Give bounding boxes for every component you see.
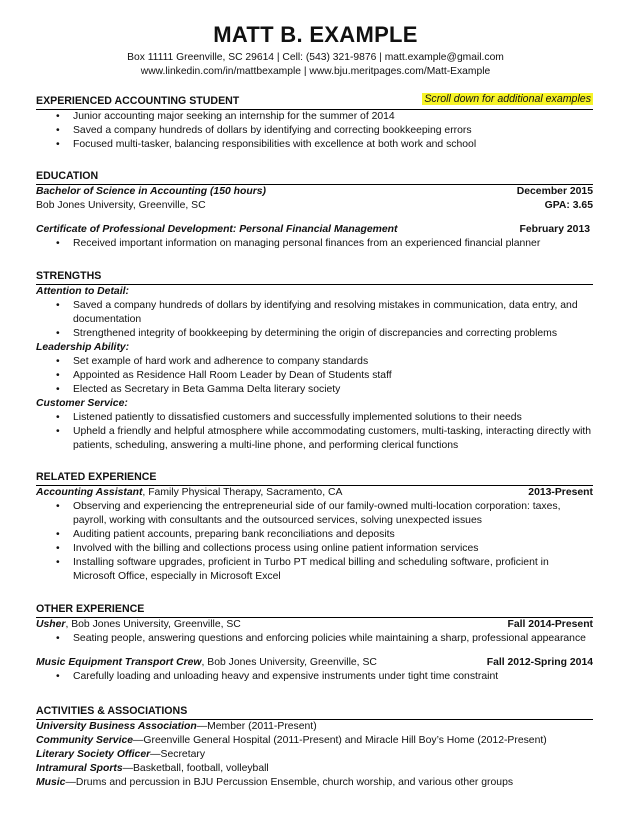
summary-section — [36, 95, 593, 152]
activity-row — [36, 762, 593, 776]
list-item: • Auditing patient accounts, preparing bank reconciliations and deposits — [36, 528, 593, 542]
activity-text: —Member (2011-Present) — [196, 721, 317, 732]
list-item: • Saved a company hundreds of dollars by identifying and resolving mistakes in communication, data entry, and documentation — [36, 299, 593, 327]
activity-label: Music — [36, 777, 66, 788]
other-experience-section — [36, 603, 593, 684]
summary-bullets — [36, 110, 593, 152]
list-item: • Upheld a friendly and helpful atmosphere while accommodating customers, multi-tasking, interacting directly with patients, scheduling, answering a multi-line phone, and performing clerical functions — [36, 425, 593, 453]
job-row — [36, 656, 593, 670]
list-item: • Appointed as Residence Hall Room Leader by Dean of Students staff — [36, 369, 593, 383]
activity-label: Community Service — [36, 735, 134, 746]
section-heading: RELATED EXPERIENCE — [36, 471, 593, 486]
education-section — [36, 170, 593, 251]
strength-bullets — [36, 299, 593, 341]
job-bullets — [36, 632, 593, 646]
list-item: • Observing and experiencing the entrepreneurial side of our family-owned multi-location corporation: taxes, payroll, working with consultants and the outsourced services, solving unexpected issues — [36, 500, 593, 528]
list-item: • Installing software upgrades, proficient in Turbo PT medical billing and scheduling software, proficient in Microsoft Office, especially in Microsoft Excel — [36, 556, 593, 584]
contact-line-1: Box 11111 Greenville, SC 29614 | Cell: (543) 321-9876 | matt.example@gmail.com — [127, 52, 504, 63]
contact-line-2: www.linkedin.com/in/mattbexample | www.bju.meritpages.com/Matt-Example — [140, 66, 491, 77]
highlight-note: Scroll down for additional examples — [424, 93, 591, 105]
degree-date: December 2015 — [516, 186, 593, 197]
job-date: Fall 2012-Spring 2014 — [486, 657, 593, 668]
list-item: • Focused multi-tasker, balancing responsibilities with excellence at both work and school — [36, 138, 593, 152]
list-item: • Received important information on managing personal finances from an experienced financial planner — [36, 237, 593, 251]
job-date: 2013-Present — [528, 487, 593, 498]
strength-bullets — [36, 411, 593, 453]
job-org: , Bob Jones University, Greenville, SC — [65, 619, 241, 630]
list-item: • Saved a company hundreds of dollars by identifying and correcting bookkeeping errors — [36, 124, 593, 138]
job-bullets — [36, 500, 593, 584]
related-experience-section — [36, 471, 593, 584]
gpa: GPA: 3.65 — [544, 200, 593, 211]
list-item: • Carefully loading and unloading heavy and expensive instruments under tight time constraint — [36, 670, 593, 684]
activity-text: —Greenville General Hospital (2011-Present) and Miracle Hill Boy’s Home (2012-Present) — [133, 735, 547, 746]
section-heading: STRENGTHS — [36, 270, 593, 285]
degree: Bachelor of Science in Accounting (150 hours) — [36, 186, 266, 197]
section-heading — [36, 95, 593, 110]
activities-section — [36, 705, 593, 790]
job-org: , Family Physical Therapy, Sacramento, CA — [142, 487, 343, 498]
strength-label: Leadership Ability: — [36, 342, 130, 353]
activity-label: Literary Society Officer — [36, 749, 151, 760]
list-item: • Strengthened integrity of bookkeeping by determining the origin of discrepancies and correcting problems — [36, 327, 593, 341]
strength-bullets — [36, 355, 593, 397]
list-item: • Involved with the billing and collections process using online patient information services — [36, 542, 593, 556]
list-item: • Set example of hard work and adherence to company standards — [36, 355, 593, 369]
activity-row — [36, 748, 593, 762]
strengths-section — [36, 270, 593, 453]
candidate-name: MATT B. EXAMPLE — [213, 22, 418, 47]
section-heading: ACTIVITIES & ASSOCIATIONS — [36, 705, 593, 720]
section-heading: OTHER EXPERIENCE — [36, 603, 593, 618]
activity-text: —Drums and percussion in BJU Percussion Ensemble, church worship, and various other groups — [65, 777, 514, 788]
cert-bullets — [36, 237, 593, 251]
job-row — [36, 486, 593, 500]
certificate: Certificate of Professional Development: Personal Financial Management — [36, 224, 398, 235]
activity-label: University Business Association — [36, 721, 197, 732]
degree-row — [36, 185, 593, 199]
activity-text: —Basketball, football, volleyball — [122, 763, 269, 774]
cert-date: February 2013 — [519, 224, 590, 235]
strength-label: Customer Service: — [36, 398, 128, 409]
list-item: • Listened patiently to dissatisfied customers and successfully implemented solutions to their needs — [36, 411, 593, 425]
list-item: • Seating people, answering questions and enforcing policies while maintaining a sharp, professional appearance — [36, 632, 593, 646]
summary-title: EXPERIENCED ACCOUNTING STUDENT — [36, 95, 240, 107]
job-role: Music Equipment Transport Crew — [36, 657, 202, 668]
activity-text: —Secretary — [150, 749, 206, 760]
list-item: • Junior accounting major seeking an internship for the summer of 2014 — [36, 110, 593, 124]
job-bullets — [36, 670, 593, 684]
cert-row — [36, 223, 593, 237]
activity-row — [36, 734, 593, 748]
job-date: Fall 2014-Present — [507, 619, 593, 630]
job-org: , Bob Jones University, Greenville, SC — [201, 657, 377, 668]
section-heading: EDUCATION — [36, 170, 593, 185]
job-role: Accounting Assistant — [36, 487, 143, 498]
activity-row — [36, 720, 593, 734]
list-item: • Elected as Secretary in Beta Gamma Delta literary society — [36, 383, 593, 397]
job-role: Usher — [36, 619, 66, 630]
activity-label: Intramural Sports — [36, 763, 123, 774]
job-row — [36, 618, 593, 632]
school: Bob Jones University, Greenville, SC — [36, 200, 206, 211]
school-row — [36, 199, 593, 213]
activity-row — [36, 776, 593, 790]
strength-label: Attention to Detail: — [36, 286, 129, 297]
